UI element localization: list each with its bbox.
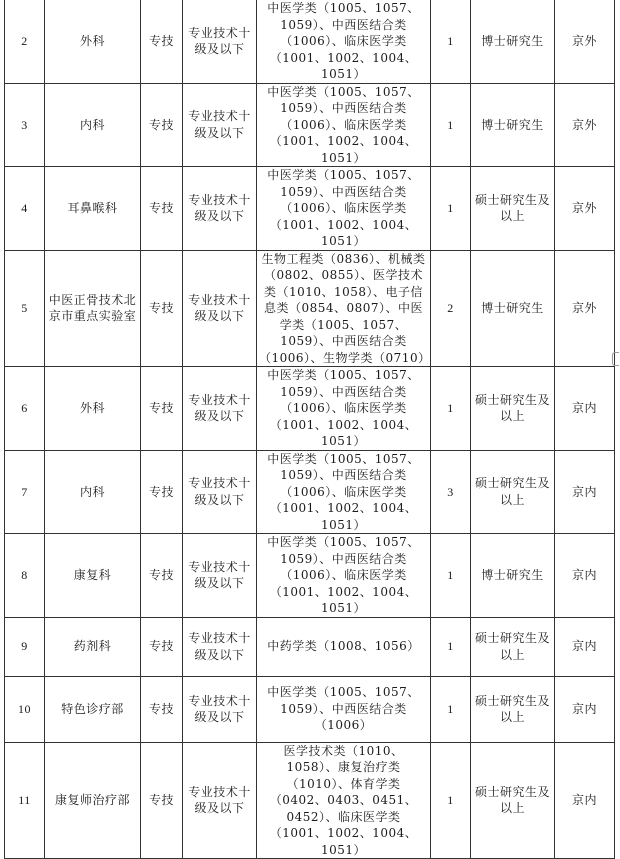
table-row (5, 367, 615, 451)
post-category: 专技 (141, 167, 183, 251)
row-number: 10 (5, 676, 45, 742)
post-level: 专业技术十级及以下 (183, 450, 257, 534)
origin: 京内 (555, 676, 615, 742)
origin: 京外 (555, 167, 615, 251)
row-number: 11 (5, 742, 45, 859)
origin: 京外 (555, 83, 615, 167)
degree-requirement: 博士研究生 (471, 250, 555, 367)
major-requirement: 中医学类（1005、1057、1059）、中西医结合类（1006） (257, 676, 431, 742)
table-row (5, 450, 615, 534)
post-category: 专技 (141, 617, 183, 676)
degree-requirement: 硕士研究生及以上 (471, 167, 555, 251)
post-level: 专业技术十级及以下 (183, 534, 257, 618)
row-number: 4 (5, 167, 45, 251)
headcount: 1 (431, 83, 471, 167)
table-row (5, 534, 615, 618)
post-level: 专业技术十级及以下 (183, 617, 257, 676)
row-number: 3 (5, 83, 45, 167)
major-requirement: 中药学类（1008、1056） (257, 617, 431, 676)
department: 药剂科 (45, 617, 141, 676)
table-row (5, 167, 615, 251)
headcount: 2 (431, 250, 471, 367)
department: 耳鼻喉科 (45, 167, 141, 251)
degree-requirement: 硕士研究生及以上 (471, 742, 555, 859)
table-row (5, 250, 615, 367)
origin: 京内 (555, 617, 615, 676)
headcount: 1 (431, 534, 471, 618)
major-requirement: 中医学类（1005、1057、1059）、中西医结合类（1006）、临床医学类（1001、1002、1004、1051） (257, 450, 431, 534)
major-requirement: 中医学类（1005、1057、1059）、中西医结合类（1006）、临床医学类（1001、1002、1004、1051） (257, 83, 431, 167)
degree-requirement: 博士研究生 (471, 534, 555, 618)
department: 外科 (45, 367, 141, 451)
table-row (5, 676, 615, 742)
row-number: 2 (5, 0, 45, 83)
department: 内科 (45, 450, 141, 534)
origin: 京外 (555, 250, 615, 367)
department: 康复师治疗部 (45, 742, 141, 859)
degree-requirement: 硕士研究生及以上 (471, 617, 555, 676)
post-category: 专技 (141, 367, 183, 451)
department: 内科 (45, 83, 141, 167)
table-row (5, 617, 615, 676)
headcount: 3 (431, 450, 471, 534)
degree-requirement: 硕士研究生及以上 (471, 676, 555, 742)
row-number: 9 (5, 617, 45, 676)
headcount: 1 (431, 676, 471, 742)
post-level: 专业技术十级及以下 (183, 0, 257, 83)
post-level: 专业技术十级及以下 (183, 250, 257, 367)
post-level: 专业技术十级及以下 (183, 83, 257, 167)
origin: 京内 (555, 534, 615, 618)
post-level: 专业技术十级及以下 (183, 367, 257, 451)
major-requirement: 中医学类（1005、1057、1059）、中西医结合类（1006）、临床医学类（1001、1002、1004、1051） (257, 167, 431, 251)
origin: 京内 (555, 742, 615, 859)
table-row (5, 742, 615, 859)
major-requirement: 生物工程类（0836）、机械类（0802、0855）、医学技术类（1010、1058）、电子信息类（0854、0807）、中医学类（1005、1057、1059）、中西医结合类（1006）、生物学类（0710） (257, 250, 431, 367)
post-level: 专业技术十级及以下 (183, 167, 257, 251)
post-category: 专技 (141, 83, 183, 167)
post-category: 专技 (141, 450, 183, 534)
origin: 京外 (555, 0, 615, 83)
degree-requirement: 博士研究生 (471, 83, 555, 167)
degree-requirement: 硕士研究生及以上 (471, 367, 555, 451)
post-level: 专业技术十级及以下 (183, 742, 257, 859)
department: 中医正骨技术北京市重点实验室 (45, 250, 141, 367)
row-number: 5 (5, 250, 45, 367)
major-requirement: 医学技术类（1010、1058）、康复治疗类（1010）、体育学类（0402、0403、0451、0452）、临床医学类（1001、1002、1004、1051） (257, 742, 431, 859)
headcount: 1 (431, 742, 471, 859)
post-category: 专技 (141, 250, 183, 367)
headcount: 1 (431, 367, 471, 451)
post-category: 专技 (141, 742, 183, 859)
department: 康复科 (45, 534, 141, 618)
major-requirement: 中医学类（1005、1057、1059）、中西医结合类（1006）、临床医学类（1001、1002、1004、1051） (257, 367, 431, 451)
page-edge-marker (612, 352, 619, 366)
origin: 京内 (555, 367, 615, 451)
degree-requirement: 硕士研究生及以上 (471, 450, 555, 534)
degree-requirement: 博士研究生 (471, 0, 555, 83)
row-number: 6 (5, 367, 45, 451)
major-requirement: 中医学类（1005、1057、1059）、中西医结合类（1006）、临床医学类（1001、1002、1004、1051） (257, 534, 431, 618)
major-requirement: 中医学类（1005、1057、1059）、中西医结合类（1006）、临床医学类（1001、1002、1004、1051） (257, 0, 431, 83)
post-level: 专业技术十级及以下 (183, 676, 257, 742)
headcount: 1 (431, 617, 471, 676)
post-category: 专技 (141, 0, 183, 83)
headcount: 1 (431, 0, 471, 83)
headcount: 1 (431, 167, 471, 251)
table-row (5, 0, 615, 83)
table-body (5, 0, 615, 859)
post-category: 专技 (141, 534, 183, 618)
row-number: 7 (5, 450, 45, 534)
origin: 京内 (555, 450, 615, 534)
department: 特色诊疗部 (45, 676, 141, 742)
row-number: 8 (5, 534, 45, 618)
recruitment-table (4, 0, 615, 859)
table-row (5, 83, 615, 167)
department: 外科 (45, 0, 141, 83)
post-category: 专技 (141, 676, 183, 742)
